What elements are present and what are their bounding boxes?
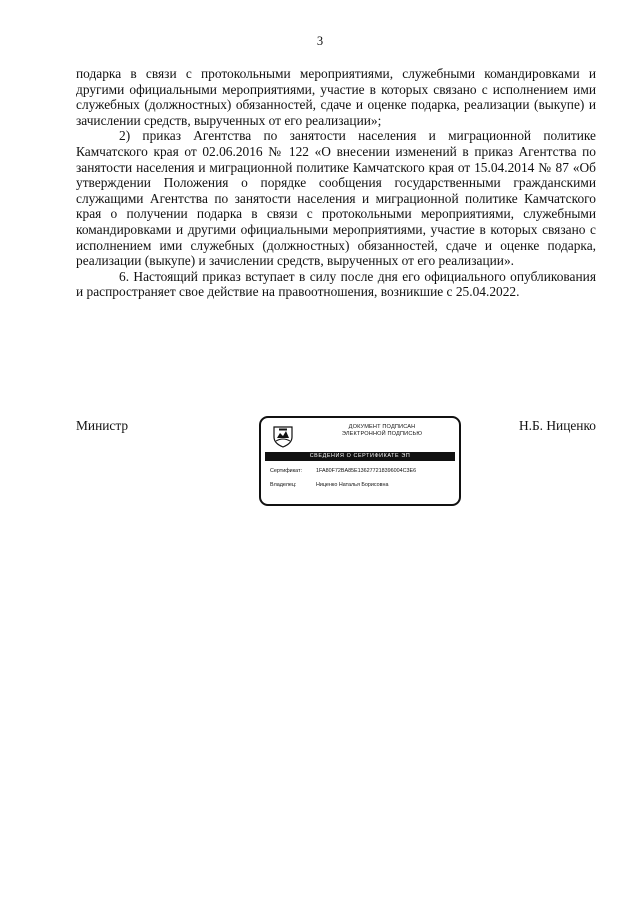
certificate-value: 1FA80F72BA85E136277218396004C3E6 — [316, 468, 417, 474]
paragraph: 6. Настоящий приказ вступает в силу после дня его официального опубликования и распространяет свое действие на правоотношения, возникшие с 25.04.2022. — [76, 268, 596, 300]
certificate-label: Сертификат: — [270, 468, 303, 474]
stamp-certificate-row — [270, 468, 416, 475]
stamp-owner-row — [270, 482, 389, 489]
stamp-header-line: ЭЛЕКТРОННОЙ ПОДПИСЬЮ — [341, 431, 423, 437]
stamp-certificate-bar: СВЕДЕНИЯ О СЕРТИФИКАТЕ ЭП — [265, 452, 455, 461]
owner-label: Владелец: — [270, 482, 297, 488]
coat-of-arms-icon — [272, 424, 294, 448]
stamp-header-line: ДОКУМЕНТ ПОДПИСАН — [348, 424, 416, 430]
electronic-signature-stamp — [259, 416, 461, 506]
paragraph: 2) приказ Агентства по занятости населения и миграционной политике Камчатского края от 02.06.2016 № 122 «О внесении изменений в приказ Агентства по занятости населения и миграционной политике Камчатского края от 15.04.2014 № 87 «Об утверждении Положения о порядке сообщения государственными гражданскими служащими Агентства по занятости населения и миграционной политике Камчатского края о получении подарка в связи с протокольными мероприятиями, служебными командировками и другими официальными мероприятиями, участие в которых связано с исполнением ими служебных (должностных) обязанностей, сдаче и оценке подарка, реализации (выкупе) и зачислении средств, вырученных от его реализации». — [76, 128, 596, 269]
signer-position: Министр — [76, 418, 129, 433]
owner-value: Ниценко Наталья Борисовна — [316, 482, 389, 488]
paragraph: подарка в связи с протокольными мероприятиями, служебными командировками и другими официальными мероприятиями, участие в которых связано с исполнением ими служебных (должностных) обязанностей, сдаче и оценке подарка, реализации (выкупе) и зачислении средств, вырученных от его реализации»; — [76, 66, 596, 128]
signature-block — [76, 418, 596, 508]
document-body — [76, 66, 596, 300]
stamp-header — [325, 424, 439, 438]
signer-name: Н.Б. Ниценко — [518, 418, 596, 433]
page-number: 3 — [316, 34, 324, 48]
